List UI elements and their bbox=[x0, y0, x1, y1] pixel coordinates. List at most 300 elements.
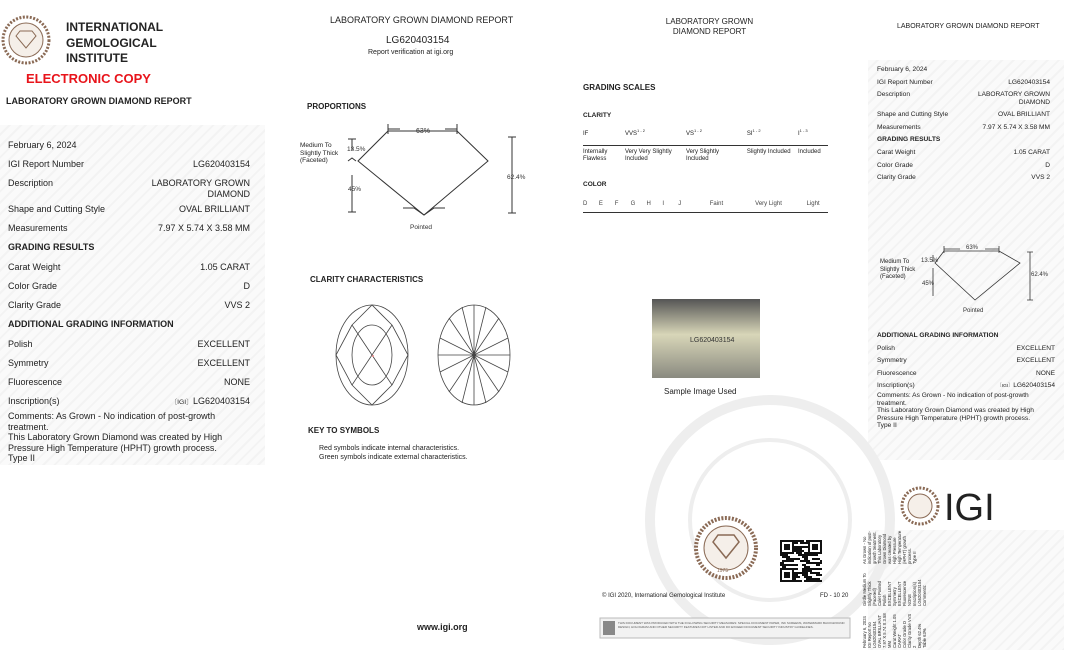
proportions-diagram bbox=[347, 124, 526, 231]
field-label: IGI Report Number bbox=[8, 159, 85, 169]
qr-module bbox=[788, 574, 790, 576]
qr-module bbox=[798, 558, 800, 560]
clarity-scale-title: CLARITY bbox=[583, 112, 612, 119]
qr-module bbox=[806, 558, 808, 560]
qr-module bbox=[782, 568, 784, 570]
field-label: Color Grade bbox=[877, 161, 913, 169]
field-value: LG620403154 bbox=[192, 396, 250, 406]
qr-module bbox=[798, 576, 800, 578]
qr-module bbox=[786, 540, 788, 542]
section-heading: GRADING RESULTS bbox=[877, 136, 941, 144]
qr-module bbox=[782, 556, 784, 558]
qr-module bbox=[796, 568, 798, 570]
qr-module bbox=[792, 568, 794, 570]
field-label: February 6, 2024 bbox=[877, 66, 928, 73]
card-details bbox=[877, 66, 1050, 187]
qr-module bbox=[818, 552, 820, 554]
qr-module bbox=[808, 576, 810, 578]
qr-module bbox=[790, 568, 792, 570]
field-label: Carat Weight bbox=[877, 148, 916, 156]
grade-description: Included bbox=[797, 149, 821, 155]
field-label: Shape and Cutting Style bbox=[8, 204, 106, 214]
qr-module bbox=[794, 548, 796, 550]
qr-module bbox=[788, 560, 790, 562]
grade-label bbox=[747, 128, 798, 137]
qr-module bbox=[782, 560, 784, 562]
qr-module bbox=[802, 542, 804, 544]
qr-module bbox=[792, 550, 794, 552]
qr-module bbox=[788, 580, 790, 582]
qr-module bbox=[784, 574, 786, 576]
copyright: © IGI 2020, International Gemological Institute bbox=[602, 593, 726, 599]
qr-module bbox=[808, 560, 810, 562]
grade-code: SI bbox=[746, 131, 753, 137]
qr-module bbox=[806, 578, 808, 580]
qr-module bbox=[780, 542, 782, 544]
qr-module bbox=[820, 552, 822, 554]
field-value: EXCELLENT bbox=[1016, 344, 1055, 352]
qr-module bbox=[816, 578, 818, 580]
qr-module bbox=[812, 580, 814, 582]
qr-module bbox=[784, 546, 786, 548]
field-label: Clarity Grade bbox=[8, 300, 62, 310]
qr-module bbox=[792, 558, 794, 560]
qr-module bbox=[788, 572, 790, 574]
igi-inscription-icon: 〔IGI〕 bbox=[996, 384, 1014, 390]
grade-code: VS bbox=[685, 131, 694, 137]
qr-module bbox=[806, 568, 808, 570]
qr-module bbox=[806, 562, 808, 564]
qr-module bbox=[782, 580, 784, 582]
qr-module bbox=[798, 546, 800, 548]
field-label: Description bbox=[8, 178, 54, 188]
qr-module bbox=[782, 552, 784, 554]
qr-module bbox=[806, 580, 808, 582]
qr-module bbox=[806, 540, 808, 542]
qr-module bbox=[780, 572, 782, 574]
qr-module bbox=[816, 554, 818, 556]
field-label: Color Grade bbox=[8, 281, 58, 291]
field-label: Measurements bbox=[877, 123, 921, 131]
qr-module bbox=[802, 550, 804, 552]
field-label: Polish bbox=[8, 339, 33, 349]
qr-module bbox=[794, 576, 796, 578]
qr-module bbox=[814, 568, 816, 570]
qr-module bbox=[818, 540, 820, 542]
qr-module bbox=[804, 552, 806, 554]
grade-range: 1 - 2 bbox=[752, 128, 761, 133]
field-row bbox=[8, 204, 250, 223]
crown-percent: 13.5% bbox=[347, 146, 366, 153]
qr-module bbox=[816, 552, 818, 554]
qr-module bbox=[780, 540, 782, 542]
report-details bbox=[8, 140, 250, 415]
qr-module bbox=[780, 544, 782, 546]
field-label: Carat Weight bbox=[8, 262, 61, 272]
qr-module bbox=[784, 548, 786, 550]
field-value: OVAL BRILLIANT bbox=[997, 111, 1050, 119]
qr-module bbox=[810, 568, 812, 570]
rotated-summary bbox=[862, 528, 1067, 648]
field-row bbox=[8, 358, 250, 377]
rotated-line: Symmetry EXCELLENT bbox=[892, 581, 902, 606]
color-grade: F bbox=[614, 201, 619, 207]
qr-module bbox=[784, 572, 786, 574]
field-label: IGI Report Number bbox=[877, 78, 933, 86]
color-range: Very Light bbox=[755, 201, 782, 207]
color-grade: H bbox=[646, 201, 651, 207]
rotated-line: Depth 62.4% bbox=[917, 623, 922, 648]
field-value: D bbox=[1045, 161, 1050, 169]
qr-module bbox=[808, 540, 810, 542]
qr-module bbox=[808, 554, 810, 556]
field-row bbox=[8, 159, 250, 178]
field-value: 1.05 CARAT bbox=[1013, 148, 1050, 156]
color-grade: G bbox=[630, 201, 636, 207]
grade-range: 1 - 2 bbox=[693, 128, 702, 133]
color-scale-title: COLOR bbox=[583, 181, 607, 188]
qr-module bbox=[816, 564, 818, 566]
qr-module bbox=[788, 576, 790, 578]
qr-module bbox=[784, 554, 786, 556]
qr-module bbox=[820, 568, 822, 570]
qr-module bbox=[808, 550, 810, 552]
qr-module bbox=[788, 552, 790, 554]
qr-module bbox=[810, 562, 812, 564]
qr-module bbox=[808, 568, 810, 570]
qr-module bbox=[800, 560, 802, 562]
field-row bbox=[8, 140, 250, 159]
field-value: EXCELLENT bbox=[197, 339, 250, 349]
section-heading: ADDITIONAL GRADING INFORMATION bbox=[8, 319, 174, 329]
rotated-line: Type II bbox=[912, 551, 917, 564]
rotated-line: 7.97 X 5.74 X 3.58 MM bbox=[882, 613, 892, 648]
qr-module bbox=[816, 558, 818, 560]
field-value: 7.97 X 5.74 X 3.58 MM bbox=[157, 223, 250, 233]
qr-module bbox=[792, 542, 794, 544]
color-grade: E bbox=[598, 201, 603, 207]
grade-label bbox=[798, 128, 828, 137]
field-row bbox=[8, 262, 250, 281]
clarity-plot-crown bbox=[336, 305, 408, 405]
qr-module bbox=[818, 562, 820, 564]
qr-module bbox=[796, 546, 798, 548]
rotated-line: IGI Report No LG620403154 bbox=[867, 621, 877, 648]
field-value: VVS 2 bbox=[1031, 174, 1050, 182]
qr-module bbox=[800, 548, 802, 550]
qr-module bbox=[820, 546, 822, 548]
qr-module bbox=[798, 548, 800, 550]
qr-module bbox=[816, 544, 818, 546]
field-label: Inscription(s) bbox=[877, 382, 915, 390]
qr-module bbox=[812, 540, 814, 542]
rotated-line: Inscription(s) LG620403154 bbox=[912, 579, 922, 606]
document-icon bbox=[603, 621, 615, 635]
qr-module bbox=[810, 578, 812, 580]
qr-module bbox=[792, 564, 794, 566]
color-grade: D bbox=[583, 201, 588, 207]
qr-module bbox=[784, 564, 786, 566]
qr-module bbox=[818, 572, 820, 574]
qr-module bbox=[806, 576, 808, 578]
color-scale bbox=[583, 201, 828, 207]
qr-module bbox=[790, 580, 792, 582]
qr-module bbox=[782, 554, 784, 556]
qr-module bbox=[810, 580, 812, 582]
qr-module bbox=[806, 574, 808, 576]
grade-description: Very Very Slightly Included bbox=[625, 149, 672, 162]
qr-module bbox=[786, 546, 788, 548]
card-header: LABORATORY GROWN DIAMOND REPORT bbox=[897, 23, 1040, 30]
qr-module bbox=[808, 542, 810, 544]
report-number: LG620403154 bbox=[386, 35, 450, 46]
qr-module bbox=[814, 544, 816, 546]
rotated-line: Carat Weight 1.05 CARAT bbox=[892, 614, 902, 648]
qr-module bbox=[796, 550, 798, 552]
qr-module bbox=[786, 580, 788, 582]
grade-code: IF bbox=[583, 131, 589, 137]
qr-module bbox=[798, 572, 800, 574]
field-label: February 6, 2024 bbox=[8, 140, 77, 150]
qr-module bbox=[792, 580, 794, 582]
qr-module bbox=[802, 546, 804, 548]
qr-module bbox=[792, 546, 794, 548]
igi-inscription-icon: 〔IGI〕 bbox=[170, 399, 193, 406]
qr-module bbox=[806, 566, 808, 568]
qr-module bbox=[794, 578, 796, 580]
qr-module bbox=[816, 546, 818, 548]
qr-module bbox=[786, 560, 788, 562]
qr-module bbox=[780, 568, 782, 570]
qr-module bbox=[806, 560, 808, 562]
qr-module bbox=[780, 564, 782, 566]
field-value: LABORATORY GROWN DIAMOND bbox=[151, 178, 250, 199]
qr-module bbox=[818, 574, 820, 576]
qr-module bbox=[808, 546, 810, 548]
qr-module bbox=[818, 558, 820, 560]
rotated-line: This Laboratory Grown Diamond was created by High Pressure High Temperature (HPHT) growth process. bbox=[877, 530, 912, 564]
qr-module bbox=[812, 562, 814, 564]
field-label: Description bbox=[877, 91, 910, 99]
qr-module bbox=[816, 572, 818, 574]
field-row bbox=[877, 124, 1050, 137]
qr-module bbox=[814, 572, 816, 574]
qr-module bbox=[794, 542, 796, 544]
qr-module bbox=[820, 548, 822, 550]
qr-module bbox=[808, 570, 810, 572]
rotated-line: February 6, 2024 bbox=[862, 616, 867, 648]
qr-module bbox=[800, 546, 802, 548]
qr-module bbox=[808, 580, 810, 582]
qr-module bbox=[812, 554, 814, 556]
rotated-line: Table 63% bbox=[922, 628, 927, 648]
color-range: Light bbox=[806, 201, 820, 207]
grade-range: 1 - 3 bbox=[799, 128, 808, 133]
igi-logo bbox=[902, 488, 938, 524]
qr-module bbox=[796, 580, 798, 582]
color-grade: J bbox=[678, 201, 682, 207]
qr-module bbox=[790, 560, 792, 562]
divider bbox=[583, 212, 828, 213]
qr-module bbox=[798, 580, 800, 582]
qr-module bbox=[816, 580, 818, 582]
grade-description: Slightly Included bbox=[746, 149, 791, 155]
grade-label bbox=[583, 128, 625, 137]
qr-module bbox=[800, 552, 802, 554]
field-label: Measurements bbox=[8, 223, 68, 233]
qr-module bbox=[810, 552, 812, 554]
rotated-line: As Grown - No indication of post-growth treatment. bbox=[862, 531, 877, 564]
qr-module bbox=[802, 560, 804, 562]
qr-module bbox=[786, 576, 788, 578]
rotated-line: Girdle Medium To Slightly Thick (Faceted) bbox=[862, 573, 877, 606]
qr-module bbox=[810, 576, 812, 578]
grade-description: Very Slightly Included bbox=[685, 149, 719, 162]
qr-module bbox=[794, 564, 796, 566]
igi-seal-logo bbox=[3, 17, 49, 63]
clarity-characteristics-title: CLARITY CHARACTERISTICS bbox=[310, 275, 424, 284]
field-value-wrap bbox=[170, 396, 250, 408]
field-row bbox=[8, 300, 250, 319]
grade-label bbox=[686, 128, 747, 137]
qr-code[interactable] bbox=[780, 540, 822, 582]
igi-logo-text: IGI bbox=[944, 487, 995, 529]
qr-module bbox=[796, 552, 798, 554]
security-note: THIS DOCUMENT WAS PRODUCED WITH THE FOLLOWING SECURITY MEASURES: SPECIAL DOCUMENT PAPER, INK SCREENS, WATERMARK BACKGROUND DESIGN, HOLOGRAM AND OTHER SECURITY FEATURES NOT LISTED AND DO EXCEED DOCUMENT SECURITY INDUSTRY GUIDELINES. bbox=[618, 621, 845, 629]
qr-module bbox=[800, 554, 802, 556]
culet-label: Pointed bbox=[410, 224, 433, 231]
field-row bbox=[8, 178, 250, 204]
field-value: 7.97 X 5.74 X 3.58 MM bbox=[982, 123, 1050, 131]
qr-module bbox=[788, 556, 790, 558]
qr-module bbox=[806, 570, 808, 572]
card-pavilion-percent: 45% bbox=[922, 281, 935, 287]
verification-note: Report verification at igi.org bbox=[368, 49, 454, 56]
qr-module bbox=[814, 540, 816, 542]
qr-module bbox=[796, 540, 798, 542]
field-label: Inscription(s) bbox=[8, 396, 60, 406]
qr-module bbox=[798, 554, 800, 556]
qr-module bbox=[780, 578, 782, 580]
qr-module bbox=[792, 540, 794, 542]
qr-module bbox=[816, 568, 818, 570]
qr-module bbox=[810, 570, 812, 572]
igi-seal bbox=[696, 518, 756, 578]
qr-module bbox=[820, 550, 822, 552]
field-row bbox=[877, 149, 1050, 162]
qr-module bbox=[814, 554, 816, 556]
field-value: EXCELLENT bbox=[1016, 357, 1055, 365]
qr-module bbox=[782, 566, 784, 568]
qr-module bbox=[802, 570, 804, 572]
qr-module bbox=[790, 564, 792, 566]
qr-module bbox=[812, 578, 814, 580]
rotated-line: OVAL BRILLIANT bbox=[877, 614, 882, 648]
field-row bbox=[877, 66, 1050, 79]
qr-module bbox=[792, 560, 794, 562]
clarity-plot-pavilion bbox=[438, 305, 510, 405]
rotated-line: Comments: bbox=[922, 584, 927, 606]
center-title: LABORATORY GROWN DIAMOND REPORT bbox=[330, 15, 514, 25]
qr-module bbox=[804, 576, 806, 578]
qr-module bbox=[804, 580, 806, 582]
seal-watermark bbox=[650, 400, 890, 640]
qr-module bbox=[784, 560, 786, 562]
qr-module bbox=[804, 546, 806, 548]
rotated-line: Clarity Grade VVS 2 bbox=[907, 613, 917, 648]
qr-module bbox=[820, 560, 822, 562]
qr-module bbox=[820, 544, 822, 546]
field-label: Symmetry bbox=[877, 357, 907, 365]
qr-module bbox=[802, 540, 804, 542]
qr-module bbox=[796, 558, 798, 560]
field-value: 1.05 CARAT bbox=[200, 262, 250, 272]
qr-module bbox=[810, 554, 812, 556]
qr-module bbox=[820, 540, 822, 542]
qr-module bbox=[780, 550, 782, 552]
qr-module bbox=[794, 580, 796, 582]
qr-module bbox=[818, 580, 820, 582]
qr-module bbox=[808, 578, 810, 580]
field-value: D bbox=[243, 281, 250, 291]
qr-module bbox=[810, 540, 812, 542]
qr-module bbox=[788, 544, 790, 546]
report-type: LABORATORY GROWN DIAMOND REPORT bbox=[6, 96, 192, 106]
qr-module bbox=[800, 540, 802, 542]
qr-module bbox=[802, 572, 804, 574]
field-value-wrap bbox=[997, 382, 1055, 391]
field-value: EXCELLENT bbox=[197, 358, 250, 368]
website-link[interactable]: www.igi.org bbox=[417, 622, 468, 632]
qr-module bbox=[792, 574, 794, 576]
field-row bbox=[877, 357, 1055, 370]
field-label: Clarity Grade bbox=[877, 174, 916, 182]
field-label: Shape and Cutting Style bbox=[877, 111, 949, 119]
qr-module bbox=[780, 570, 782, 572]
qr-module bbox=[816, 540, 818, 542]
qr-module bbox=[786, 558, 788, 560]
qr-module bbox=[784, 540, 786, 542]
qr-module bbox=[782, 564, 784, 566]
rotated-line: Color Grade D bbox=[902, 621, 907, 648]
qr-module bbox=[804, 574, 806, 576]
card-proportions-diagram bbox=[921, 245, 1049, 314]
grade-label bbox=[625, 128, 686, 137]
field-row bbox=[8, 281, 250, 300]
org-line: INSTITUTE bbox=[66, 51, 128, 65]
qr-module bbox=[780, 548, 782, 550]
qr-module bbox=[806, 556, 808, 558]
sample-caption: Sample Image Used bbox=[664, 387, 737, 396]
qr-module bbox=[808, 562, 810, 564]
qr-module bbox=[784, 566, 786, 568]
field-row bbox=[877, 370, 1055, 383]
qr-module bbox=[810, 572, 812, 574]
qr-module bbox=[806, 554, 808, 556]
field-value: NONE bbox=[223, 377, 250, 387]
qr-module bbox=[792, 572, 794, 574]
qr-module bbox=[804, 556, 806, 558]
qr-module bbox=[780, 546, 782, 548]
qr-module bbox=[780, 554, 782, 556]
key-green: Green symbols indicate external characteristics. bbox=[319, 454, 468, 461]
field-row bbox=[877, 79, 1050, 92]
field-value: LG620403154 bbox=[192, 159, 250, 169]
field-label: Fluorescence bbox=[877, 369, 917, 377]
qr-module bbox=[818, 564, 820, 566]
qr-module bbox=[794, 574, 796, 576]
qr-module bbox=[790, 558, 792, 560]
